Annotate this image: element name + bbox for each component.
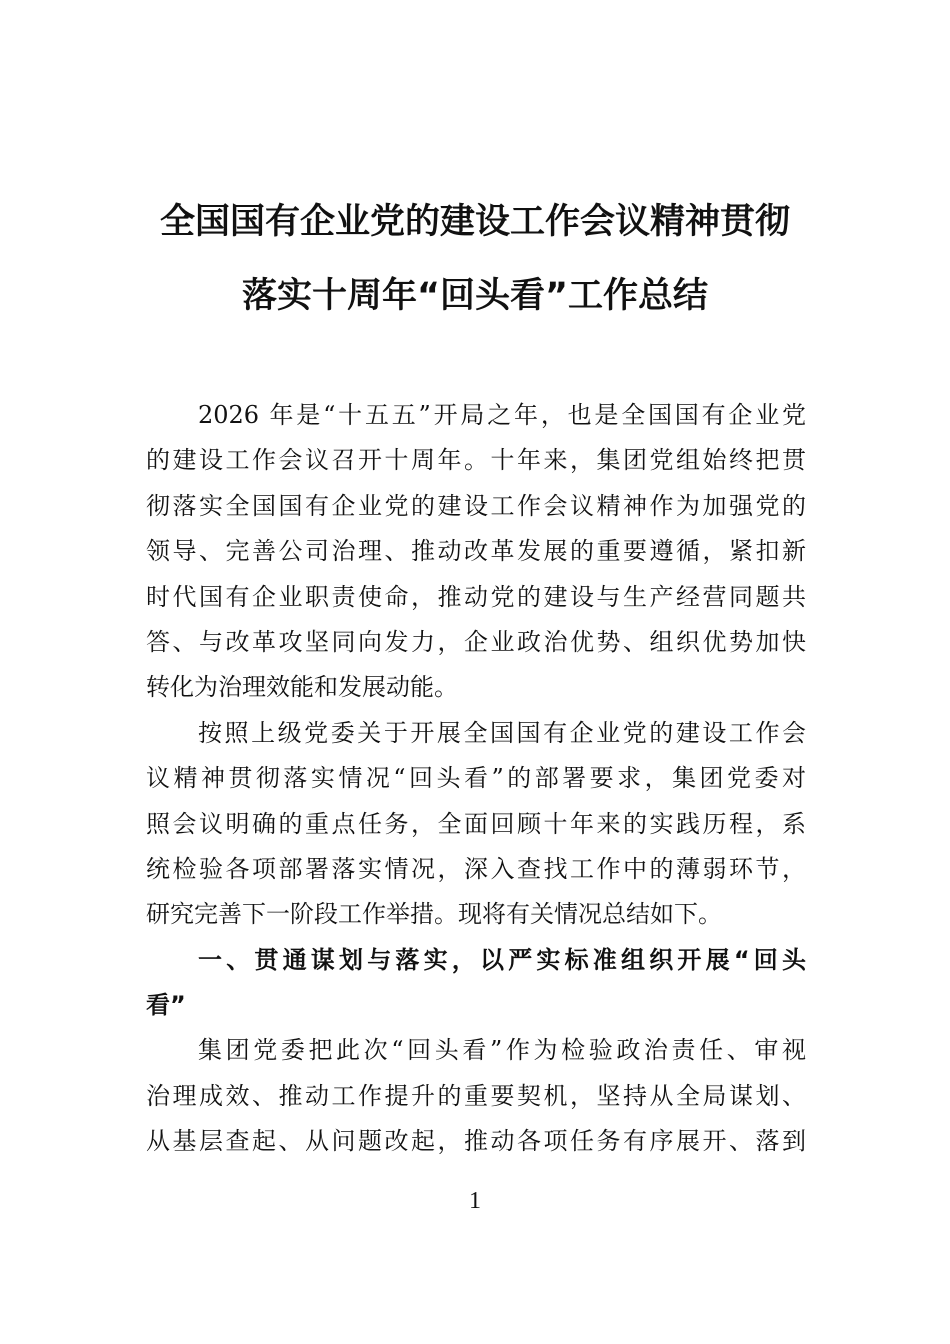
paragraph-3-line: 集团党委把此次“回头看”作为检验政治责任、审视 bbox=[198, 1036, 806, 1065]
paragraph-2-line: 按照上级党委关于开展全国国有企业党的建设工作会 bbox=[198, 718, 806, 747]
document-title-line-1: 全国国有企业党的建设工作会议精神贯彻 bbox=[159, 202, 790, 242]
paragraph-3-line: 从基层查起、从问题改起，推动各项任务有序展开、落到 bbox=[146, 1127, 806, 1156]
paragraph-1-line: 答、与改革攻坚同向发力，企业政治优势、组织优势加快 bbox=[146, 627, 806, 656]
paragraph-2-line: 研究完善下一阶段工作举措。现将有关情况总结如下。 bbox=[146, 900, 722, 929]
paragraph-1-line: 彻落实全国国有企业党的建设工作会议精神作为加强党的 bbox=[146, 491, 806, 520]
section-heading-1-line: 一、贯通谋划与落实，以严实标准组织开展“回头 bbox=[198, 945, 806, 974]
paragraph-2-line: 照会议明确的重点任务，全面回顾十年来的实践历程，系 bbox=[146, 809, 806, 838]
paragraph-3-line: 治理成效、推动工作提升的重要契机，坚持从全局谋划、 bbox=[146, 1081, 806, 1110]
paragraph-1-line: 转化为治理效能和发展动能。 bbox=[146, 673, 458, 702]
paragraph-1-line: 领导、完善公司治理、推动改革发展的重要遵循，紧扣新 bbox=[146, 537, 806, 566]
document-title-line-2: 落实十周年“回头看”工作总结 bbox=[241, 276, 708, 316]
paragraph-1-line: 的建设工作会议召开十周年。十年来，集团党组始终把贯 bbox=[146, 446, 806, 475]
document-body bbox=[146, 393, 806, 1165]
paragraph-1-line: 时代国有企业职责使命，推动党的建设与生产经营同题共 bbox=[146, 582, 806, 611]
paragraph-2-line: 议精神贯彻落实情况“回头看”的部署要求，集团党委对 bbox=[146, 764, 806, 793]
paragraph-2-line: 统检验各项部署落实情况，深入查找工作中的薄弱环节， bbox=[146, 854, 806, 883]
section-heading-1-line: 看” bbox=[146, 991, 186, 1020]
page-number: 1 bbox=[469, 1188, 481, 1214]
paragraph-1-line: 2026 年是“十五五”开局之年，也是全国国有企业党 bbox=[198, 401, 806, 429]
